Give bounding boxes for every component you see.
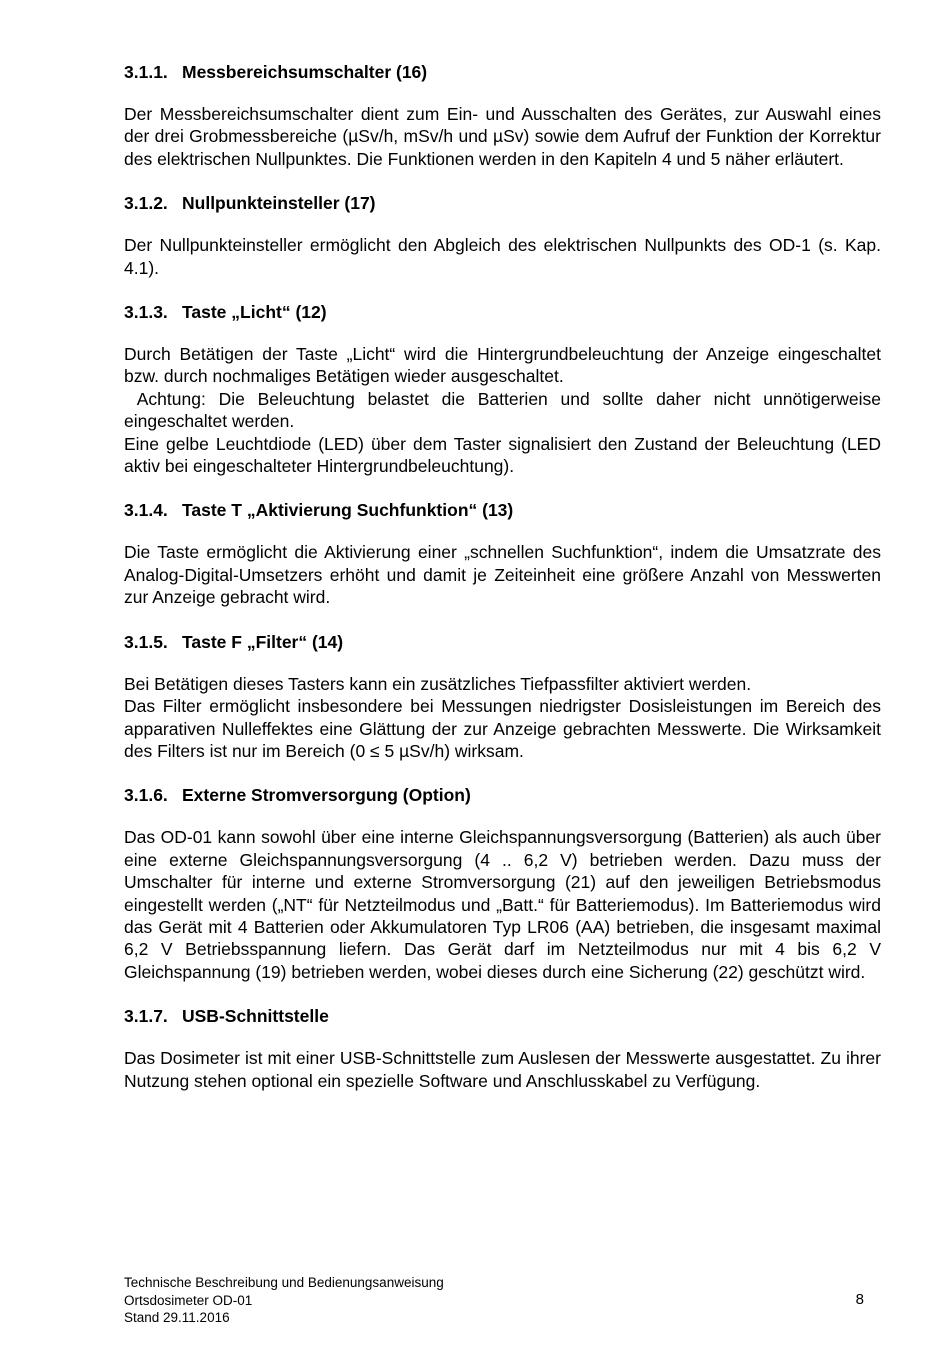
section-title: Taste T „Aktivierung Suchfunktion“ (13) [182,500,514,521]
footer-device-name: Ortsdosimeter OD-01 [124,1292,253,1308]
section-number: 3.1.3. [124,302,168,323]
section-heading [124,783,881,807]
section-heading [124,191,881,215]
section-3-1-3 [124,300,886,477]
paragraph: Durch Betätigen der Taste „Licht“ wird die Hintergrundbeleuchtung der Anzeige eingeschaltet bzw. durch nochmaliges Betätigen wieder ausgeschaltet. [124,344,881,387]
section-heading [124,300,881,324]
section-title: Nullpunkteinsteller (17) [182,193,376,214]
section-title: USB-Schnittstelle [182,1006,329,1027]
section-3-1-7 [124,1004,881,1092]
paragraph: Bei Betätigen dieses Tasters kann ein zusätzliches Tiefpassfilter aktiviert werden. [124,673,752,694]
section-number: 3.1.4. [124,500,168,521]
paragraph: Das Filter ermöglicht insbesondere bei Messungen niedrigster Dosisleistungen im Bereich des apparativen Nulleffektes eine Glättung der zur Anzeige gebrachten Messwerte. Die Wirksamkeit des Filters ist nur im Bereich (0 ≤ 5 µSv/h) wirksam. [124,696,881,761]
section-number: 3.1.7. [124,1006,168,1027]
section-3-1-5 [124,630,881,763]
document-body [124,60,886,1092]
footer-date: Stand 29.11.2016 [124,1310,230,1325]
section-3-1-4 [124,498,881,608]
paragraph: Das Dosimeter ist mit einer USB-Schnittstelle zum Auslesen der Messwerte ausgestattet. Zu ihrer Nutzung stehen optional ein spezielle Software und Anschlusskabel zu Verfügung. [124,1048,881,1091]
section-title: Taste F „Filter“ (14) [182,631,344,652]
section-3-1-6 [124,783,881,983]
section-heading [124,1004,881,1028]
paragraph: Die Taste ermöglicht die Aktivierung einer „schnellen Suchfunktion“, indem die Umsatzrate des Analog-Digital-Umsetzers erhöht und damit je Zeiteinheit eine größere Anzahl von Messwerten zur Anzeige gebracht wird. [124,542,881,608]
page-footer [124,1274,864,1327]
section-title: Externe Stromversorgung (Option) [182,785,471,806]
footer-doc-title: Technische Beschreibung und Bedienungsanweisung [124,1275,444,1290]
section-heading [124,60,881,84]
page-number: 8 [855,1291,864,1308]
section-heading [124,630,881,654]
section-heading [124,498,881,522]
section-3-1-2 [124,191,881,279]
section-title: Taste „Licht“ (12) [182,302,327,323]
paragraph: Der Nullpunkteinsteller ermöglicht den Abgleich des elektrischen Nullpunkts des OD-1 (s. Kap. 4.1). [124,235,881,278]
section-number: 3.1.6. [124,785,168,806]
section-number: 3.1.5. [124,631,168,652]
section-number: 3.1.1. [124,62,168,82]
section-title: Messbereichsumschalter (16) [182,62,428,82]
paragraph: Das OD-01 kann sowohl über eine interne Gleichspannungsversorgung (Batterien) als auch über eine externe Gleichspannungsversorgung (4 .. 6,2 V) betrieben werden. Dazu muss der Umschalter für interne und externe Stromversorgung (21) auf den jeweiligen Betriebsmodus eingestellt werden („NT“ für Netzteilmodus und „Batt.“ für Batteriemodus). Im Batteriemodus wird das Gerät mit 4 Batterien oder Akkumulatoren Typ LR06 (AA) betrieben, die insgesamt maximal 6,2 V Betriebsspannung liefern. Das Gerät darf im Netzteilmodus nur mit 4 bis 6,2 V Gleichspannung (19) betrieben werden, wobei dieses durch eine Sicherung (22) geschützt wird. [124,827,881,982]
paragraph: Der Messbereichsumschalter dient zum Ein- und Ausschalten des Gerätes, zur Auswahl eines der drei Grobmessbereiche (µSv/h, mSv/h und µSv) sowie dem Aufruf der Funktion der Korrektur des elektrischen Nullpunktes. Die Funktionen werden in den Kapiteln 4 und 5 näher erläutert. [124,104,881,169]
section-3-1-1 [124,60,881,170]
paragraph: Eine gelbe Leuchtdiode (LED) über dem Taster signalisiert den Zustand der Beleuchtung (LED aktiv bei eingeschalteter Hintergrundbeleuchtung). [124,433,881,477]
section-number: 3.1.2. [124,193,168,214]
paragraph-warning: Achtung: Die Beleuchtung belastet die Batterien und sollte daher nicht unnötigerweise eingeschaltet werden. [124,388,886,432]
